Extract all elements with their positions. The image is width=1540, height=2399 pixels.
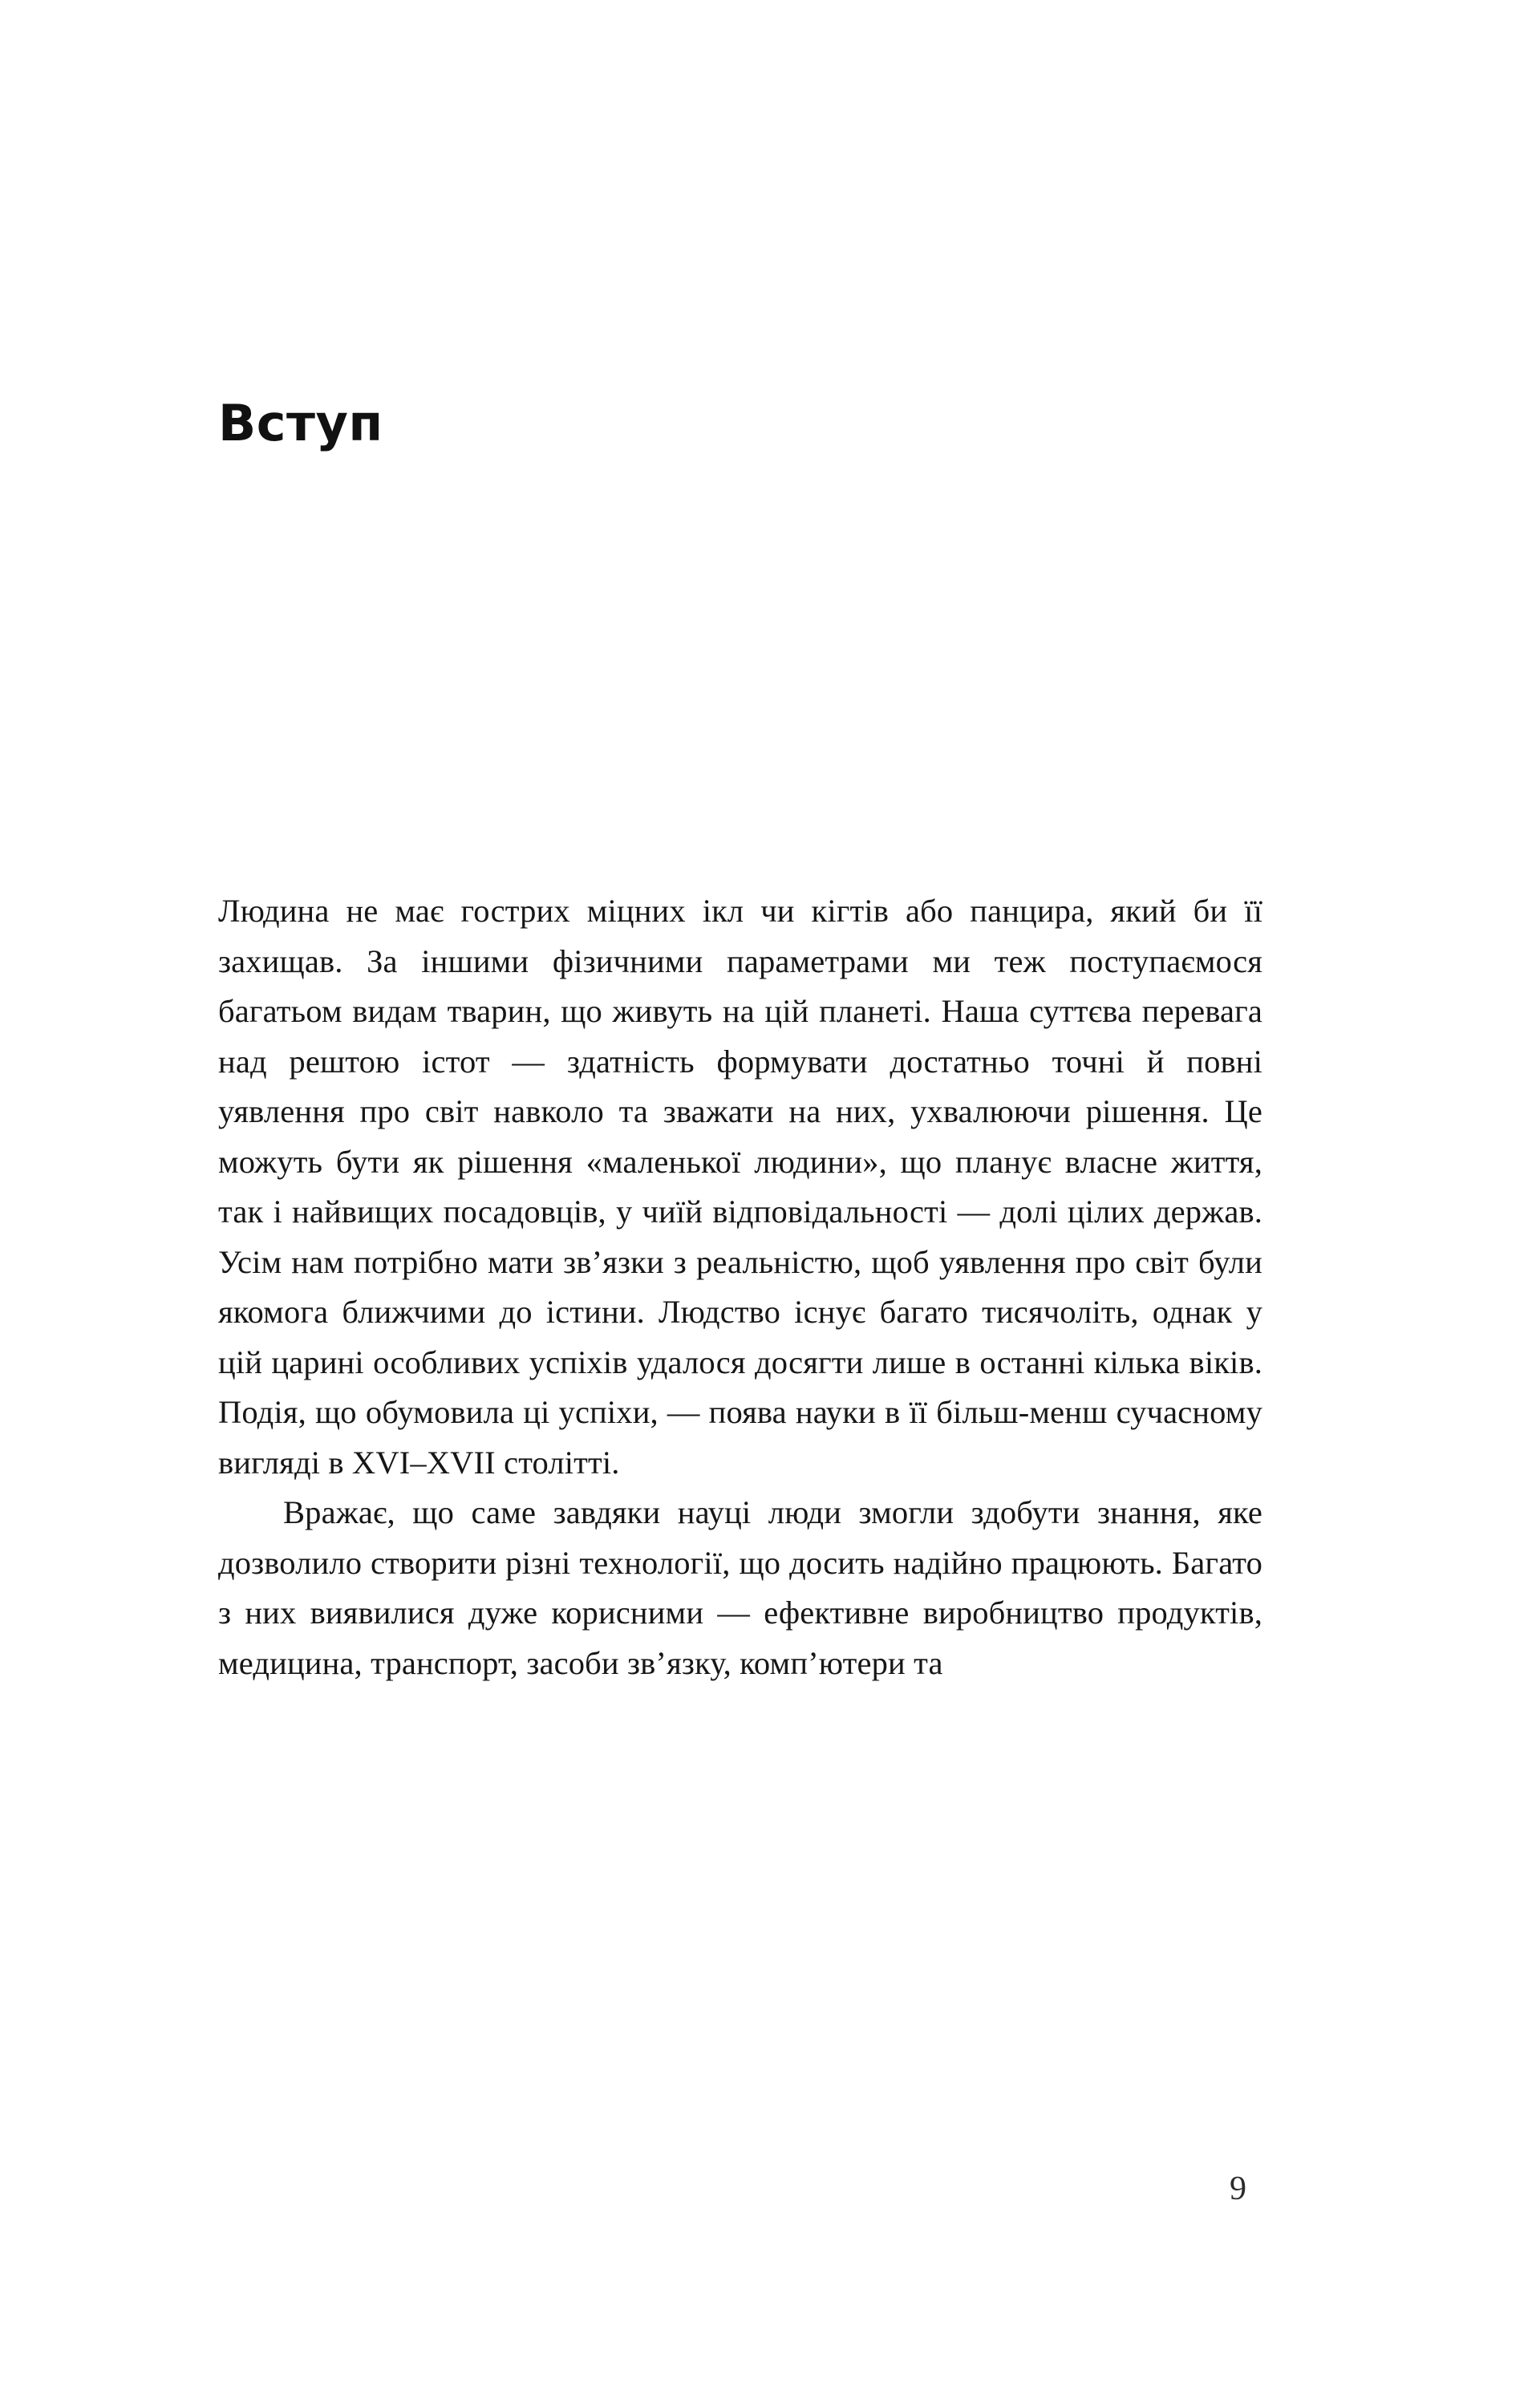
page-title: Вступ	[218, 393, 383, 452]
page-number: 9	[1230, 2170, 1246, 2207]
paragraph: Вражає, що саме завдяки науці люди змогли здобути знання, яке дозволило створити різні технології, що досить надійно працюють. Багато з них виявилися дуже корисними — ефективне виробництво продуктів, медицина, транспорт, засоби зв’язку, комп’ютери та	[218, 1494, 1262, 1681]
page-content	[218, 0, 1269, 2399]
body-text	[218, 886, 1262, 1688]
paragraph: Людина не має гострих міцних ікл чи кігтів або панцира, який би її захищав. За іншими фізичними параметрами ми теж поступаємося багатьом видам тварин, що живуть на цій планеті. Наша суттєва перевага над рештою істот — здатність формувати достатньо точні й повні уявлення про світ навколо та зважати на них, ухвалюючи рішення. Це можуть бути як рішення «маленької людини», що планує власне життя, так і найвищих посадовців, у чиїй відповідальності — долі цілих держав. Усім нам потрібно мати зв’язки з реальністю, щоб уявлення про світ були якомога ближчими до істини. Людство існує багато тисячоліть, однак у цій царині особливих успіхів удалося досягти лише в останні кілька віків. Подія, що обумовила ці успіхи, — поява науки в її більш-менш сучасному вигляді в XVI–XVII столітті.	[218, 893, 1262, 1481]
